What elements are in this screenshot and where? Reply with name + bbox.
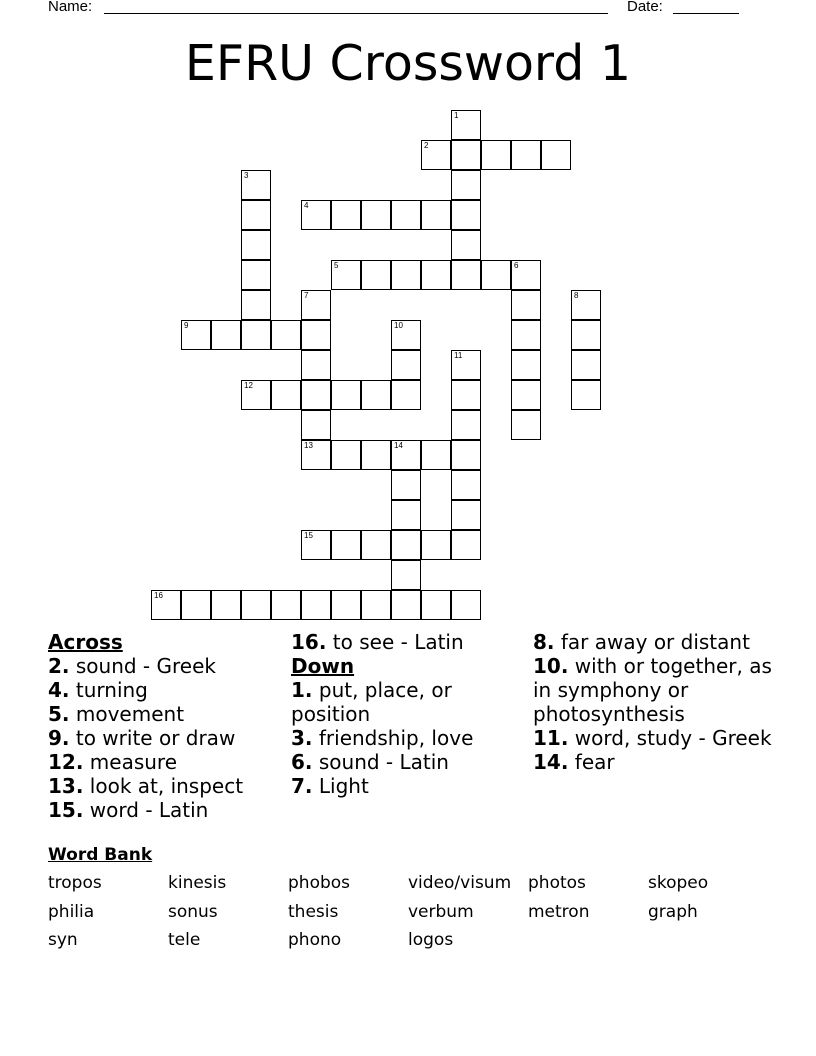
grid-cell[interactable] xyxy=(451,200,481,230)
clue-across-12: 12. measure xyxy=(48,750,178,774)
grid-cell[interactable] xyxy=(571,290,601,320)
grid-cell[interactable] xyxy=(391,560,421,590)
clue-down-7: 7. Light xyxy=(291,774,369,798)
grid-cell[interactable] xyxy=(511,320,541,350)
grid-cell[interactable] xyxy=(451,170,481,200)
cell-number: 9 xyxy=(184,321,189,330)
word-bank-item: philia xyxy=(48,902,95,922)
cell-number: 11 xyxy=(454,351,463,360)
page-title: EFRU Crossword 1 xyxy=(184,35,632,92)
grid-cell[interactable] xyxy=(271,320,301,350)
cell-number: 1 xyxy=(454,111,459,120)
grid-cell[interactable] xyxy=(511,350,541,380)
clue-down-3: 3. friendship, love xyxy=(291,726,474,750)
word-bank-item: phono xyxy=(288,930,342,950)
word-bank-item: verbum xyxy=(408,902,474,922)
grid-cell[interactable] xyxy=(331,440,361,470)
word-bank-item: kinesis xyxy=(168,873,227,893)
grid-cell[interactable] xyxy=(181,590,211,620)
grid-cell[interactable] xyxy=(421,530,451,560)
grid-cell[interactable] xyxy=(241,200,271,230)
grid-cell[interactable] xyxy=(241,380,271,410)
clue-down-8: 8. far away or distant xyxy=(533,630,750,654)
word-bank-item: tele xyxy=(168,930,201,950)
cell-number: 7 xyxy=(304,291,309,300)
cell-number: 4 xyxy=(304,201,309,210)
grid-cell[interactable] xyxy=(541,140,571,170)
grid-cell[interactable] xyxy=(241,170,271,200)
word-bank-item: photos xyxy=(528,873,586,893)
grid-cell[interactable] xyxy=(301,530,331,560)
grid-cell[interactable] xyxy=(451,530,481,560)
grid-cell[interactable] xyxy=(451,590,481,620)
grid-cell[interactable] xyxy=(451,440,481,470)
grid-cell[interactable] xyxy=(391,200,421,230)
grid-cell[interactable] xyxy=(391,260,421,290)
cell-number: 5 xyxy=(334,261,339,270)
clue-down-1: 1. put, place, or position xyxy=(291,678,452,726)
grid-cell[interactable] xyxy=(571,320,601,350)
clues-column-3 xyxy=(533,630,773,774)
grid-cell[interactable] xyxy=(241,320,271,350)
grid-cell[interactable] xyxy=(421,140,451,170)
date-label: Date: xyxy=(627,0,663,15)
clue-across-4: 4. turning xyxy=(48,678,148,702)
grid-cell[interactable] xyxy=(241,590,271,620)
grid-cell[interactable] xyxy=(391,590,421,620)
word-bank-item: logos xyxy=(408,930,454,950)
cell-number: 3 xyxy=(244,171,249,180)
grid-cell[interactable] xyxy=(331,380,361,410)
cell-number: 14 xyxy=(394,441,403,450)
grid-cell[interactable] xyxy=(511,290,541,320)
grid-cell[interactable] xyxy=(571,380,601,410)
grid-cell[interactable] xyxy=(451,380,481,410)
grid-cell[interactable] xyxy=(511,380,541,410)
word-bank-item: thesis xyxy=(288,902,339,922)
word-bank-item: metron xyxy=(528,902,590,922)
grid-cell[interactable] xyxy=(331,200,361,230)
grid-cell[interactable] xyxy=(241,260,271,290)
grid-cell[interactable] xyxy=(421,440,451,470)
clues-column-1 xyxy=(48,630,288,822)
clue-down-10: 10. with or together, as in symphony or photosynthesis xyxy=(533,654,772,726)
word-bank-item: tropos xyxy=(48,873,102,893)
clue-across-16: 16. to see - Latin xyxy=(291,630,464,654)
grid-cell[interactable] xyxy=(301,380,331,410)
grid-cell[interactable] xyxy=(301,590,331,620)
word-bank-item: graph xyxy=(648,902,698,922)
grid-cell[interactable] xyxy=(421,590,451,620)
grid-cell[interactable] xyxy=(451,500,481,530)
cell-number: 6 xyxy=(514,261,519,270)
grid-cell[interactable] xyxy=(451,140,481,170)
cell-number: 12 xyxy=(244,381,253,390)
grid-cell[interactable] xyxy=(511,260,541,290)
grid-cell[interactable] xyxy=(421,260,451,290)
grid-cell[interactable] xyxy=(451,230,481,260)
cell-number: 8 xyxy=(574,291,579,300)
grid-cell[interactable] xyxy=(451,110,481,140)
grid-cell[interactable] xyxy=(181,320,211,350)
grid-cell[interactable] xyxy=(241,290,271,320)
down-heading: Down xyxy=(291,654,355,678)
grid-cell[interactable] xyxy=(151,590,181,620)
cell-number: 10 xyxy=(394,321,403,330)
cell-number: 16 xyxy=(154,591,163,600)
grid-cell[interactable] xyxy=(271,590,301,620)
grid-cell[interactable] xyxy=(301,440,331,470)
grid-cell[interactable] xyxy=(391,350,421,380)
grid-cell[interactable] xyxy=(451,410,481,440)
word-bank-title: Word Bank xyxy=(48,845,153,865)
clue-across-2: 2. sound - Greek xyxy=(48,654,216,678)
grid-cell[interactable] xyxy=(511,140,541,170)
grid-cell[interactable] xyxy=(211,590,241,620)
grid-cell[interactable] xyxy=(301,410,331,440)
grid-cell[interactable] xyxy=(361,380,391,410)
cell-number: 13 xyxy=(304,441,313,450)
word-bank-item: video/visum xyxy=(408,873,512,893)
grid-cell[interactable] xyxy=(481,140,511,170)
clue-across-9: 9. to write or draw xyxy=(48,726,236,750)
grid-cell[interactable] xyxy=(511,410,541,440)
word-bank-item: sonus xyxy=(168,902,218,922)
grid-cell[interactable] xyxy=(361,200,391,230)
grid-cell[interactable] xyxy=(301,320,331,350)
grid-cell[interactable] xyxy=(211,320,241,350)
grid-cell[interactable] xyxy=(451,350,481,380)
grid-cell[interactable] xyxy=(391,470,421,500)
grid-cell[interactable] xyxy=(481,260,511,290)
clue-down-11: 11. word, study - Greek xyxy=(533,726,772,750)
grid-cell[interactable] xyxy=(331,530,361,560)
grid-cell[interactable] xyxy=(391,380,421,410)
grid-cell[interactable] xyxy=(301,350,331,380)
name-label: Name: xyxy=(48,0,93,15)
grid-cell[interactable] xyxy=(331,260,361,290)
grid-cell[interactable] xyxy=(361,530,391,560)
grid-cell[interactable] xyxy=(451,470,481,500)
grid-cell[interactable] xyxy=(391,320,421,350)
grid-cell[interactable] xyxy=(331,590,361,620)
grid-cell[interactable] xyxy=(361,440,391,470)
clue-across-5: 5. movement xyxy=(48,702,185,726)
word-bank-item: phobos xyxy=(288,873,351,893)
grid-cell[interactable] xyxy=(271,380,301,410)
cell-number: 15 xyxy=(304,531,313,540)
grid-cell[interactable] xyxy=(451,260,481,290)
grid-cell[interactable] xyxy=(301,290,331,320)
word-bank-item: syn xyxy=(48,930,78,950)
grid-cell[interactable] xyxy=(421,200,451,230)
clue-down-14: 14. fear xyxy=(533,750,615,774)
across-heading: Across xyxy=(48,630,123,654)
grid-cell[interactable] xyxy=(301,200,331,230)
grid-cell[interactable] xyxy=(571,350,601,380)
grid-cell[interactable] xyxy=(391,440,421,470)
grid-cell[interactable] xyxy=(361,260,391,290)
clue-down-6: 6. sound - Latin xyxy=(291,750,449,774)
word-bank-item: skopeo xyxy=(648,873,709,893)
clue-across-15: 15. word - Latin xyxy=(48,798,209,822)
grid-cell[interactable] xyxy=(391,500,421,530)
grid-cell[interactable] xyxy=(241,230,271,260)
grid-cell[interactable] xyxy=(391,530,421,560)
clues-column-2 xyxy=(291,630,526,798)
cell-number: 2 xyxy=(424,141,429,150)
grid-cell[interactable] xyxy=(361,590,391,620)
clue-across-13: 13. look at, inspect xyxy=(48,774,244,798)
